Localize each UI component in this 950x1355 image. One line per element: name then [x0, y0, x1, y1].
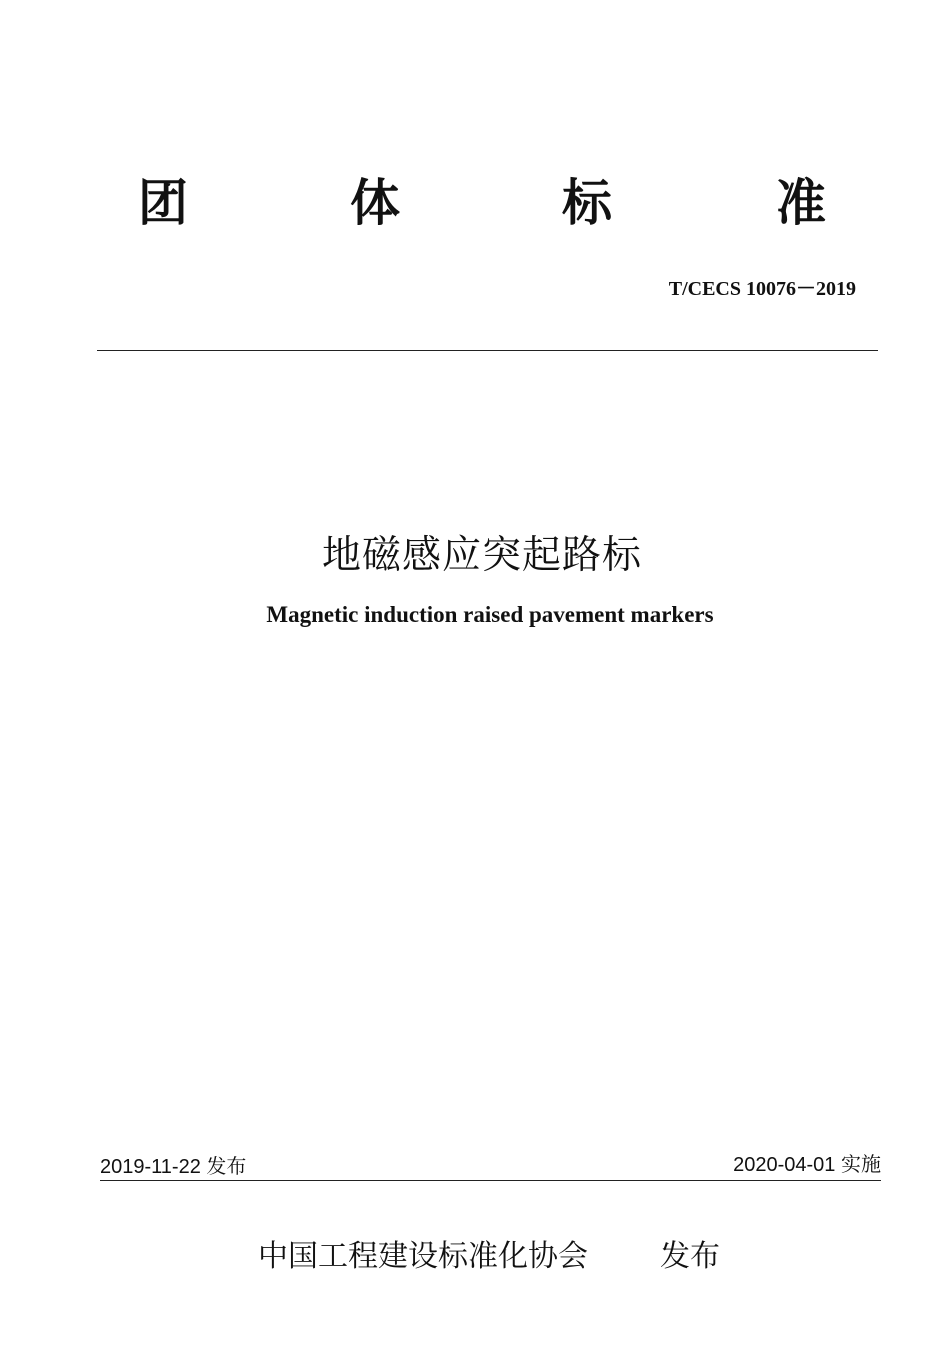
publisher-name: 中国工程建设标准化协会: [258, 1239, 588, 1274]
publish-label: 发布: [660, 1239, 720, 1274]
document-title-chinese: 地磁感应突起路标: [321, 533, 642, 578]
standard-type-char: 体: [350, 174, 400, 232]
standard-type-char: 准: [776, 174, 826, 232]
document-title-english: Magnetic induction raised pavement markers: [266, 602, 714, 627]
standard-code: T/CECS 10076－2019: [668, 278, 856, 300]
top-divider: [97, 350, 878, 351]
issue-date: 2019-11-22 发布: [100, 1156, 247, 1178]
standard-type-char: 标: [562, 174, 612, 232]
standard-type-char: 团: [138, 174, 188, 232]
bottom-divider: [100, 1180, 881, 1181]
standard-type-heading: [0, 168, 950, 238]
implementation-date: 2020-04-01 实施: [733, 1154, 881, 1176]
